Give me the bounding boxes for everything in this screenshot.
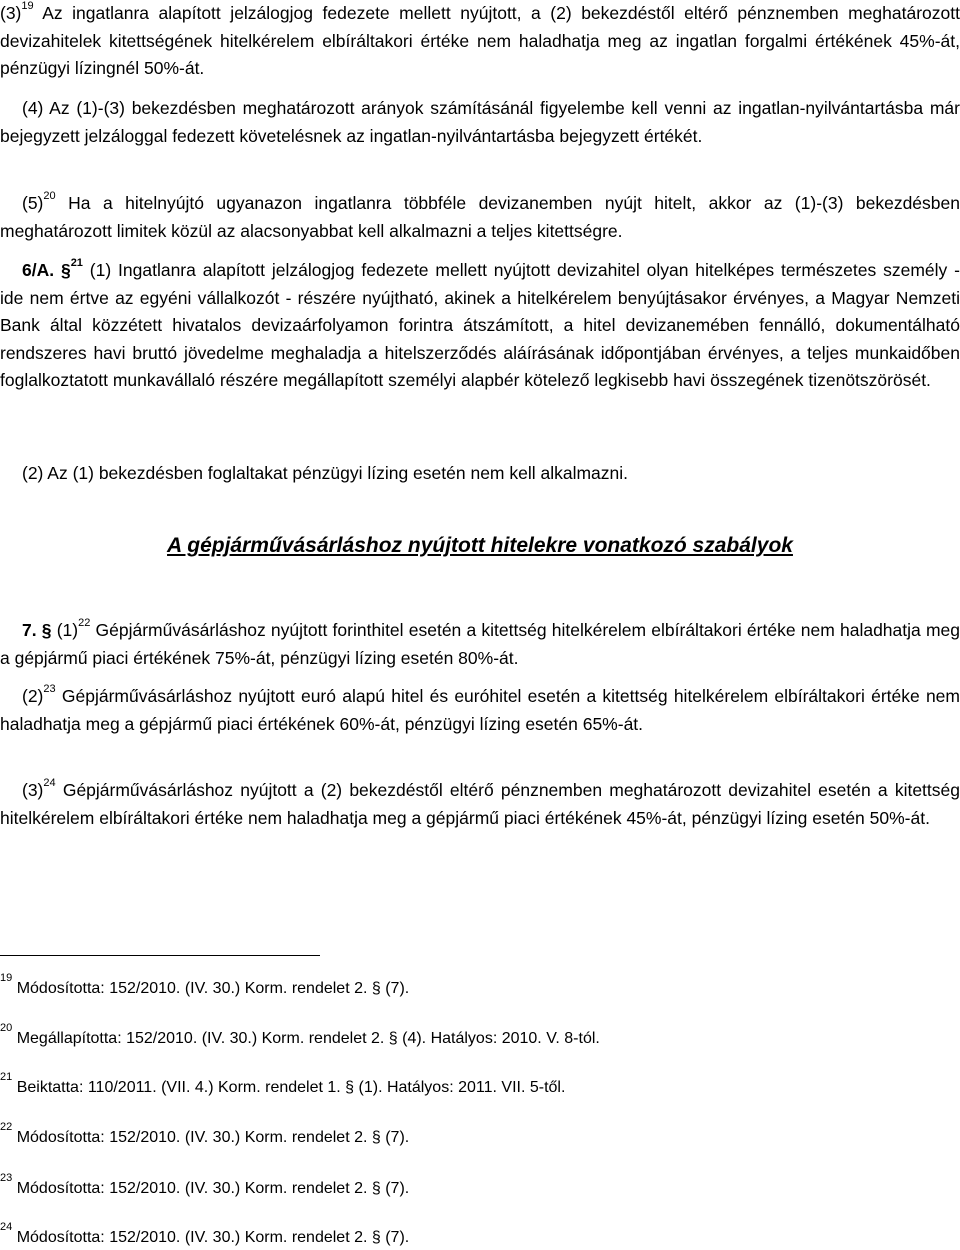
footnote-20 — [0, 1021, 960, 1050]
footnote-23 — [0, 1171, 960, 1200]
section-6a-paragraph-2 — [0, 460, 960, 488]
footnote-ref-19[interactable]: 19 — [21, 0, 34, 13]
footnote-divider — [0, 955, 320, 956]
footnote-number: 23 — [0, 1171, 13, 1184]
paragraph-number: (2) — [22, 686, 44, 706]
paragraph-number: (1) — [51, 620, 79, 640]
paragraph-3 — [0, 0, 960, 83]
section-number: 7. § — [22, 620, 52, 640]
footnote-text: Beiktatta: 110/2011. (VII. 4.) Korm. rendelet 1. § (1). Hatályos: 2011. VII. 5-től. — [12, 1079, 566, 1096]
section-6a-paragraph-1 — [0, 257, 960, 395]
paragraph-text: (2) Az (1) bekezdésben foglaltakat pénzügyi lízing esetén nem kell alkalmazni. — [22, 463, 629, 483]
paragraph-text: Gépjárművásárláshoz nyújtott forinthitel esetén a kitettség hitelkérelem elbíráltakori értéke nem haladhatja meg a gépjármű piaci értékének 75%-át, pénzügyi lízing esetén 80%-át. — [0, 620, 960, 668]
paragraph-text: (4) Az (1)-(3) bekezdésben meghatározott arányok számításánál figyelembe kell venni az ingatlan-nyilvántartásba már bejegyzett jelzáloggal fedezett követelésnek az ingatlan-nyilvántartásba bejegyzett értékét. — [0, 98, 960, 146]
footnote-ref-20[interactable]: 20 — [43, 190, 56, 203]
footnote-number: 24 — [0, 1220, 13, 1233]
section-number: 6/A. § — [22, 260, 71, 280]
footnote-ref-24[interactable]: 24 — [43, 777, 56, 790]
paragraph-number: (3) — [22, 780, 44, 800]
paragraph-5 — [0, 190, 960, 245]
footnote-number: 21 — [0, 1070, 13, 1083]
footnote-ref-23[interactable]: 23 — [43, 683, 56, 696]
footnote-text: Módosította: 152/2010. (IV. 30.) Korm. rendelet 2. § (7). — [12, 1129, 410, 1146]
paragraph-text: Gépjárművásárláshoz nyújtott euró alapú hitel és euróhitel esetén a kitettség hitelkérelem elbíráltakori értéke nem haladhatja meg a gépjármű piaci értékének 60%-át, pénzügyi lízing esetén 65%-át. — [0, 686, 960, 734]
footnote-number: 22 — [0, 1120, 13, 1133]
section-7-paragraph-2 — [0, 683, 960, 738]
footnote-number: 19 — [0, 971, 13, 984]
footnote-text: Módosította: 152/2010. (IV. 30.) Korm. rendelet 2. § (7). — [12, 1229, 410, 1246]
section-7-paragraph-1 — [0, 617, 960, 672]
paragraph-number: (5) — [22, 193, 44, 213]
footnote-ref-21[interactable]: 21 — [70, 257, 83, 270]
footnote-ref-22[interactable]: 22 — [78, 617, 91, 630]
section-heading: A gépjárművásárláshoz nyújtott hitelekre vonatkozó szabályok — [167, 534, 793, 557]
footnote-19 — [0, 971, 960, 1000]
section-7-paragraph-3 — [0, 777, 960, 832]
paragraph-number: (3) — [0, 3, 22, 23]
footnote-22 — [0, 1120, 960, 1149]
paragraph-text: (1) Ingatlanra alapított jelzálogjog fedezete mellett nyújtott devizahitel olyan hitelképes természetes személy - ide nem értve az egyéni vállalkozót - részére nyújtható, akinek a hitelkérelem benyújtásakor érvényes, a Magyar Nemzeti Bank által közzétett hivatalos devizaárfolyamon forintra átszámított, a hitel devizanemében fennálló, dokumentálható rendszeres havi bruttó jövedelme meghaladja a hitelszerződés aláírásának időpontjában érvényes, a teljes munkaidőben foglalkoztatott munkavállaló részére megállapított személyi alapbér kötelező legkisebb havi összegének tizenötszörösét. — [0, 260, 960, 390]
footnote-text: Módosította: 152/2010. (IV. 30.) Korm. rendelet 2. § (7). — [12, 980, 410, 997]
footnote-text: Megállapította: 152/2010. (IV. 30.) Korm. rendelet 2. § (4). Hatályos: 2010. V. 8-tól. — [12, 1030, 600, 1047]
footnote-24 — [0, 1220, 960, 1249]
paragraph-text: Az ingatlanra alapított jelzálogjog fedezete mellett nyújtott, a (2) bekezdéstől eltérő pénznemben meghatározott devizahitelek kitettségének hitelkérelem elbíráltakori értéke nem haladhatja meg az ingatlan forgalmi értékének 45%-át, pénzügyi lízingnél 50%-át. — [0, 3, 960, 78]
paragraph-text: Ha a hitelnyújtó ugyanazon ingatlanra többféle devizanemben nyújt hitelt, akkor az (1)-(3) bekezdésben meghatározott limitek közül az alacsonyabbat kell alkalmazni a teljes kitettségre. — [0, 193, 960, 241]
footnote-text: Módosította: 152/2010. (IV. 30.) Korm. rendelet 2. § (7). — [12, 1180, 410, 1197]
paragraph-4 — [0, 95, 960, 150]
footnote-21 — [0, 1070, 960, 1099]
paragraph-text: Gépjárművásárláshoz nyújtott a (2) bekezdéstől eltérő pénznemben meghatározott devizahitel esetén a kitettség hitelkérelem elbíráltakori értéke nem haladhatja meg a gépjármű piaci értékének 45%-át, pénzügyi lízing esetén 50%-át. — [0, 780, 960, 828]
footnote-number: 20 — [0, 1021, 13, 1034]
